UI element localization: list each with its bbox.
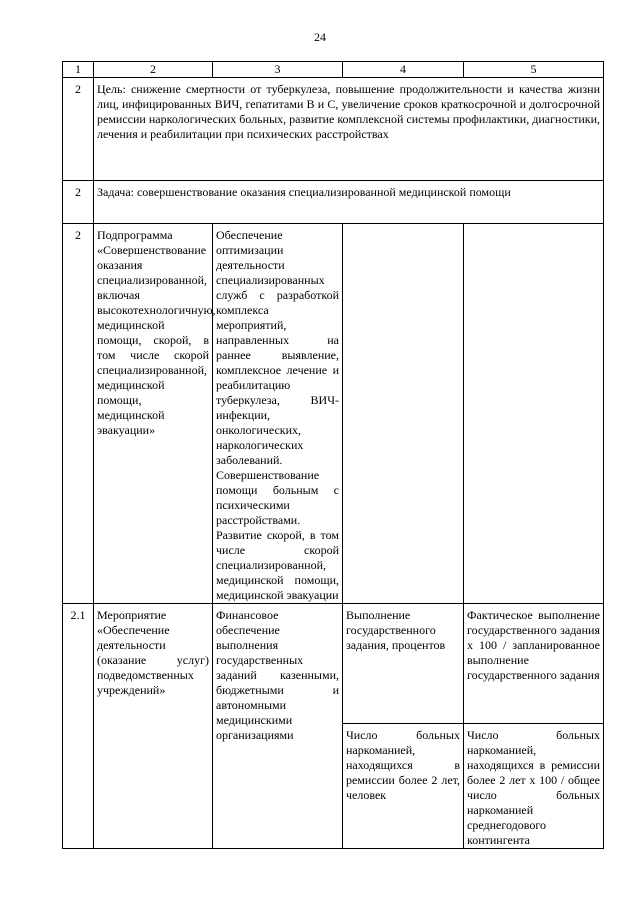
subprogram-row (63, 224, 604, 604)
column-header: 3 (213, 62, 343, 78)
subprogram-formula (464, 224, 604, 604)
column-header: 1 (63, 62, 94, 78)
program-table (62, 61, 604, 849)
column-header: 4 (343, 62, 464, 78)
task-number: 2 (63, 181, 94, 224)
subprogram-indicator (343, 224, 464, 604)
measure-formula: Число больных наркоманией, находящихся в ремиссии более 2 лет x 100 / общее число больных наркоманией среднегодового контингента (464, 724, 604, 849)
goal-row (63, 78, 604, 181)
column-header: 5 (464, 62, 604, 78)
measure-indicator: Выполнение государственного задания, процентов (343, 604, 464, 724)
column-header: 2 (94, 62, 213, 78)
subprogram-name: Подпрограмма «Совершенствование оказания специализированной, включая высокотехнологичную, медицинской помощи, скорой, в том числе скорой специализированной, медицинской помощи, медицинской эвакуации» (94, 224, 213, 604)
measure-name: Мероприятие «Обеспечение деятельности (оказание услуг) подведомственных учреждений» (94, 604, 213, 849)
measure-row (63, 604, 604, 724)
subprogram-number: 2 (63, 224, 94, 604)
subprogram-description: Обеспечение оптимизации деятельности специализированных служб с разработкой комплекса мероприятий, направленных на раннее выявление, комплексное лечение и реабилитацию туберкулеза, ВИЧ-инфекции, онкологических, наркологических заболеваний. Совершенствование помощи больным с психическими расстройствами. Развитие скорой, в том числе скорой специализированной, медицинской помощи, медицинской эвакуации (213, 224, 343, 604)
measure-number: 2.1 (63, 604, 94, 849)
measure-description: Финансовое обеспечение выполнения государственных заданий казенными, бюджетными и автономными медицинскими организациями (213, 604, 343, 849)
goal-number: 2 (63, 78, 94, 181)
goal-text: Цель: снижение смертности от туберкулеза, повышение продолжительности и качества жизни лиц, инфицированных ВИЧ, гепатитами В и С, увеличение сроков краткосрочной и долгосрочной ремиссии наркологических больных, развитие комплексной системы профилактики, диагностики, лечения и реабилитации при психических расстройствах (94, 78, 604, 181)
page-number: 24 (314, 30, 326, 44)
task-text: Задача: совершенствование оказания специализированной медицинской помощи (94, 181, 604, 224)
measure-formula: Фактическое выполнение государственного задания x 100 / запланированное выполнение государственного задания (464, 604, 604, 724)
task-row (63, 181, 604, 224)
header-row (63, 62, 604, 78)
measure-indicator: Число больных наркоманией, находящихся в ремиссии более 2 лет, человек (343, 724, 464, 849)
